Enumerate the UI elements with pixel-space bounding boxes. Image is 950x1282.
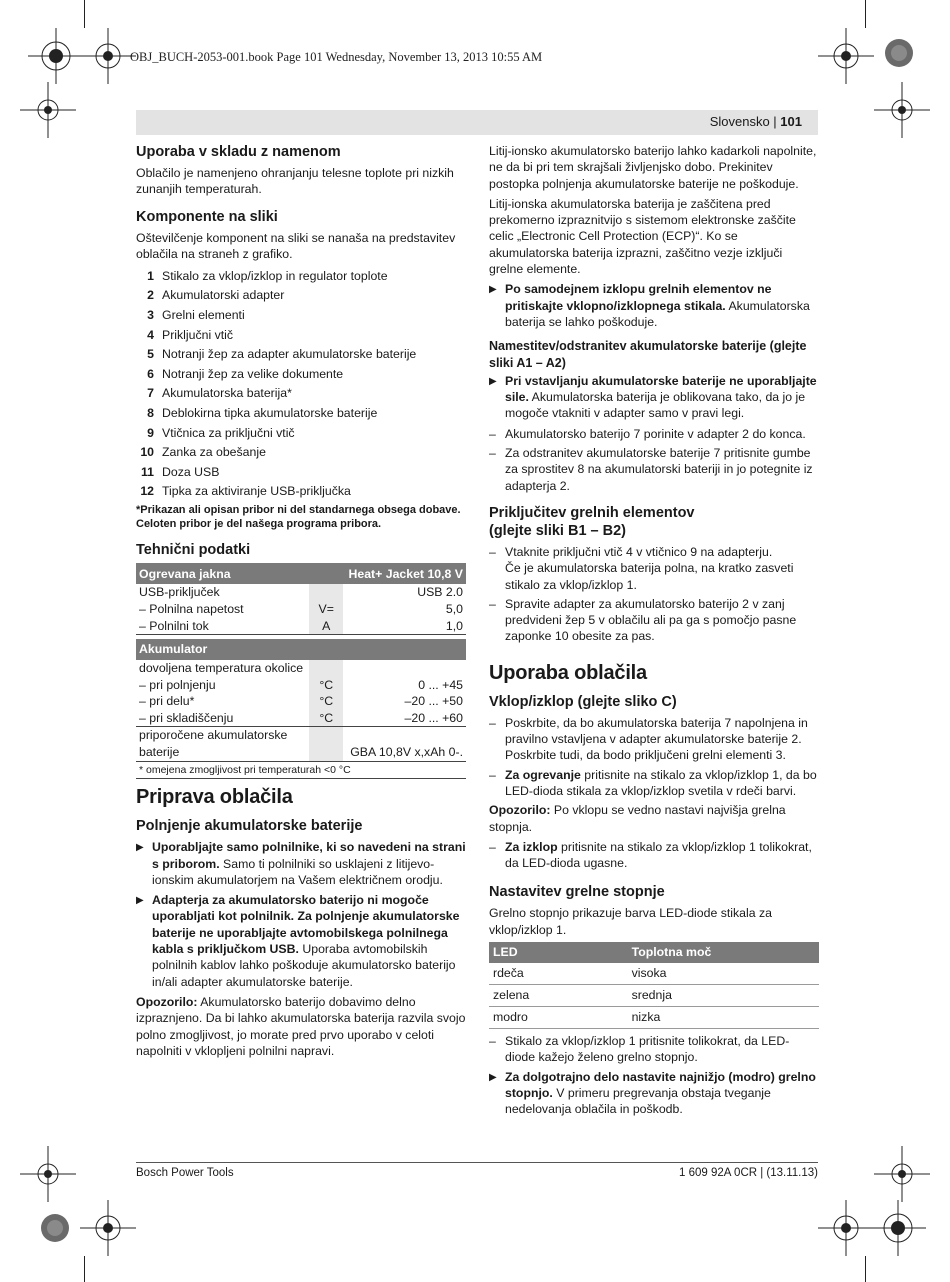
level-step-text: Stikalo za vklop/izklop 1 pritisnite tolikokrat, da LED-diode kažejo želeno grelno stopnjo.	[505, 1033, 790, 1065]
preparation-section	[136, 785, 466, 1059]
tech-store-unit: °C	[309, 710, 343, 727]
mount-step-2-text: Za odstranitev akumulatorske baterije 7 pritisnite gumbe za sprostitev 8 na akumulatorski bateriji in jo potegnite iz adapterja 2.	[505, 446, 813, 493]
mount-warning-bold: Pri vstavljanju akumulatorske baterije ne uporabljajte sile.	[505, 373, 817, 405]
charging-warning-1	[136, 839, 466, 888]
component-number: 1	[147, 268, 154, 283]
component-item	[136, 364, 466, 384]
tech-usb-label: USB-priključek	[139, 585, 220, 600]
charging-warning-2	[136, 892, 466, 990]
component-item	[136, 462, 466, 482]
tech-rec-empty	[343, 727, 466, 744]
tech-temp-unit	[309, 660, 343, 677]
components-footnote: *Prikazan ali opisan pribor ni del standarnega obsega dobave. Celoten pribor je del našega programa pribora.	[136, 504, 461, 531]
intended-use-title: Uporaba v skladu z namenom	[136, 144, 341, 160]
component-label: Notranji žep za velike dokumente	[162, 366, 344, 381]
component-label: Priključni vtič	[162, 327, 234, 342]
footer-rule	[136, 1162, 818, 1163]
registration-mark-left-lower	[20, 1146, 76, 1202]
tech-header-empty	[309, 563, 343, 584]
registration-mark-top-left-2	[80, 28, 136, 84]
component-item	[136, 443, 466, 463]
preparation-title: Priprava oblačila	[136, 786, 293, 809]
registration-mark-right-upper	[874, 82, 930, 138]
use-note-text: Po vklopu se vedno nastavi najvišja grelna stopnja.	[489, 803, 786, 834]
led-color: rdeča	[489, 963, 628, 985]
level-warning-bold: Za dolgotrajno delo nastavite najnižjo (modro) grelno stopnjo.	[505, 1069, 816, 1100]
heat-power: visoka	[628, 963, 819, 985]
power-col-header: Toplotna moč	[628, 942, 819, 963]
registration-mark-bottom-right-2	[870, 1200, 926, 1256]
footer-code: 1 609 92A 0CR | (13.11.13)	[679, 1167, 818, 1179]
level-section	[489, 883, 819, 1117]
component-item	[136, 325, 466, 345]
battery-warning	[489, 281, 819, 330]
tech-rec-label-2: baterije	[136, 744, 309, 761]
component-item	[136, 423, 466, 443]
led-table-row	[489, 963, 819, 985]
heat-power: srednja	[628, 984, 819, 1006]
led-table-body	[489, 963, 819, 1029]
charging-subtitle: Polnjenje akumulatorske baterije	[136, 818, 363, 835]
tech-store-label: – pri skladiščenju	[136, 710, 309, 727]
connect-step-1b-text: Če je akumulatorska baterija polna, na kratko zasveti stikalo za vklop/izklop 1.	[505, 561, 794, 592]
connect-step-2: – Spravite adapter za akumulatorsko baterijo 2 v zanj predvideni žep 5 v oblačilu ali pa ga s pomočjo pasne zaponke 10 obesite za pas.	[489, 596, 819, 645]
component-label: Akumulatorska baterija*	[162, 386, 292, 401]
component-item	[136, 482, 466, 502]
tech-data-section	[136, 541, 466, 779]
component-item	[136, 305, 466, 325]
tech-rec-unit	[309, 727, 343, 744]
component-label: Doza USB	[162, 464, 220, 479]
registration-mark-bottom-left	[80, 1200, 136, 1256]
mount-section	[489, 338, 819, 494]
tech-voltage-label: – Polnilna napetost	[139, 601, 244, 616]
battery-info-2: Litij-ionska akumulatorska baterija je zaščitena pred prekomerno izpraznitvijo s sistemom elektronske zaščite celic „Electronic Cell Protection (ECP)“. Ko se akumulatorska baterija izprazni, zaščitno vezje izključi grelne elemente.	[489, 196, 796, 277]
tech-voltage-unit: V=	[309, 601, 343, 618]
tech-current-label: – Polnilni tok	[136, 618, 309, 635]
battery-info-1: Litij-ionsko akumulatorsko baterijo lahko kadarkoli napolnite, ne da bi pri tem skrajšali življenjsko dobo. Prekinitev postopka polnjenja akumulatorske baterije ne poškoduje.	[489, 144, 817, 191]
header-separator: |	[769, 114, 781, 129]
connect-step-1-text: Vtaknite priključni vtič 4 v vtičnico 9 na adapterju.	[505, 544, 773, 559]
level-step: – Stikalo za vklop/izklop 1 pritisnite tolikokrat, da LED-diode kažejo želeno grelno stopnjo.	[489, 1033, 819, 1066]
tech-temp-value	[343, 660, 466, 677]
tech-usb-unit	[309, 584, 343, 601]
tech-store-value: –20 ... +60	[343, 710, 466, 727]
use-section	[489, 661, 819, 872]
use-note-bold: Opozorilo:	[489, 803, 551, 818]
triangle-bullet-icon: ▶	[136, 842, 144, 854]
triangle-bullet-icon: ▶	[489, 1071, 497, 1083]
led-col-header: LED	[489, 942, 628, 963]
charging-warning-2-text: Uporaba avtomobilskih polnilnih kablov lahko poškoduje akumulatorsko baterijo in/ali adapter akumulatorske baterije.	[152, 942, 456, 989]
registration-mark-left-upper	[20, 82, 76, 138]
tech-temp-label: dovoljena temperatura okolice	[139, 661, 304, 676]
mount-step-2: – Za odstranitev akumulatorske baterije 7 pritisnite gumbe za sprostitev 8 na akumulatorski bateriji in jo potegnite iz adapterja 2.	[489, 445, 819, 494]
charging-warning-2-bold: Adapterja za akumulatorsko baterijo ni mogoče uporabljati kot polnilnik. Za polnjenje akumulatorske baterije ne uporabljajte avtomobilskega polnilnega kabla s priključkom USB.	[152, 893, 460, 957]
tech-charge-label: – pri polnjenju	[139, 677, 216, 692]
use-note	[489, 802, 819, 835]
charging-warning-1-bold: Uporabljajte samo polnilnike, ki so navedeni na strani s priborom.	[152, 840, 466, 871]
component-label: Notranji žep za adapter akumulatorske baterije	[162, 347, 417, 362]
tech-rec-value: GBA 10,8V x,xAh 0-.	[343, 744, 466, 761]
mount-step-1-text: Akumulatorsko baterijo 7 porinite v adapter 2 do konca.	[505, 426, 806, 441]
crop-line-bottom-left-v	[84, 1256, 85, 1282]
left-column	[136, 143, 466, 1063]
registration-mark-bottom-right	[818, 1200, 874, 1256]
components-section	[136, 208, 466, 532]
tech-charge-unit: °C	[309, 677, 343, 694]
registration-mark-right-lower	[874, 1146, 930, 1202]
intended-use-section	[136, 143, 466, 198]
header-language: Slovensko	[709, 114, 770, 129]
intended-use-text: Oblačilo je namenjeno ohranjanju telesne toplote pri nizkih zunanjih temperaturah.	[136, 166, 454, 197]
charging-note	[136, 994, 466, 1059]
tech-rec-unit-2	[309, 744, 343, 761]
battery-warning-bold: Po samodejnem izklopu grelnih elementov ne pritiskajte vklopno/izklopnega stikala.	[505, 282, 772, 313]
crop-line-top-right-v	[865, 0, 866, 28]
mount-step-1: – Akumulatorsko baterijo 7 porinite v adapter 2 do konca.	[489, 426, 819, 442]
use-subtitle: Vklop/izklop (glejte sliko C)	[489, 693, 677, 710]
right-column	[489, 143, 819, 1121]
component-item	[136, 384, 466, 404]
tech-data-title: Tehnični podatki	[136, 542, 251, 559]
use-step-1: – Poskrbite, da bo akumulatorska baterija 7 napolnjena in pravilno vstavljena v adapter akumulatorske baterije 2. Poskrbite tudi, da bodo priključeni grelni elementi 3.	[489, 715, 819, 764]
tech-voltage-value: 5,0	[445, 601, 463, 616]
component-number: 5	[147, 347, 154, 362]
use-title: Uporaba oblačila	[489, 661, 647, 684]
level-warning	[489, 1069, 819, 1118]
component-label: Zanka za obešanje	[162, 445, 266, 460]
tech-note: * omejena zmogljivost pri temperaturah <0 °C	[136, 761, 466, 779]
components-intro: Oštevilčenje komponent na sliki se nanaša na predstavitev oblačila na straneh z grafiko.	[136, 230, 456, 261]
registration-mark-top-left	[28, 28, 84, 84]
connect-step-2-text: Spravite adapter za akumulatorsko baterijo 2 v zanj predvideni žep 5 v oblačilu ali pa ga s pomočjo pasne zaponke 10 obesite za pas.	[505, 596, 797, 644]
tech-header-battery: Akumulator	[136, 639, 466, 660]
heat-power: nizka	[628, 1006, 819, 1028]
component-number: 7	[147, 386, 154, 401]
triangle-bullet-icon: ▶	[136, 895, 144, 907]
component-number: 8	[147, 405, 154, 420]
led-table	[489, 942, 819, 1029]
page-number: 101	[780, 114, 802, 129]
tech-header-model: Heat+ Jacket 10,8 V	[343, 563, 466, 584]
triangle-bullet-icon: ▶	[489, 375, 497, 387]
crop-line-bottom-right-v	[865, 1256, 866, 1282]
level-warning-text: V primeru pregrevanja obstaja tveganje nedelovanja oblačila in poškodb.	[505, 1085, 771, 1117]
color-target-bottom-left	[40, 1213, 70, 1243]
mount-title: Namestitev/odstranitev akumulatorske baterije (glejte sliki A1 – A2)	[489, 339, 807, 370]
component-item	[136, 266, 466, 286]
component-item	[136, 345, 466, 365]
tech-data-table	[136, 563, 466, 779]
use-step-1-text: Poskrbite, da bo akumulatorska baterija 7 napolnjena in pravilno vstavljena v adapter akumulatorske baterije 2. Poskrbite tudi, da bodo priključeni grelni elementi 3.	[505, 715, 808, 763]
led-table-row	[489, 1006, 819, 1028]
connect-step-1: – Vtaknite priključni vtič 4 v vtičnico 9 na adapterju. Če je akumulatorska baterija polna, na kratko zasveti stikalo za vklop/izklop 1.	[489, 544, 794, 592]
tech-work-unit: °C	[309, 693, 343, 710]
component-label: Akumulatorski adapter	[162, 288, 285, 303]
use-step-2: – Za ogrevanje pritisnite na stikalo za vklop/izklop 1, da bo LED-dioda stikala za vklop/izklop svetila v rdeči barvi.	[489, 767, 817, 798]
connect-section	[489, 504, 819, 645]
charging-note-text: Akumulatorsko baterijo dobavimo delno izpraznjeno. Da bi lahko akumulatorska baterija razvila svojo polno zmogljivost, jo morate pred prvo uporabo v celoti napolniti v vklopljeni polnilni napravi.	[136, 994, 466, 1058]
tech-current-value: 1,0	[343, 618, 466, 635]
use-step-3: – Za izklop pritisnite na stikalo za vklop/izklop 1 tolikokrat, da LED-dioda ugasne.	[489, 839, 812, 871]
charging-warning-1-text: Samo ti polnilniki so usklajeni z litijevo-ionskim akumulatorjem na Vašem električnem orodju.	[152, 856, 443, 887]
component-item	[136, 403, 466, 423]
use-step-3-text: pritisnite na stikalo za vklop/izklop 1 tolikokrat, da LED-dioda ugasne.	[505, 839, 812, 871]
component-number: 6	[147, 366, 154, 381]
component-number: 9	[147, 425, 154, 440]
component-number: 4	[147, 327, 154, 342]
running-header	[136, 110, 818, 135]
book-file-header: OBJ_BUCH-2053-001.book Page 101 Wednesday, November 13, 2013 10:55 AM	[130, 50, 543, 64]
use-step-2-text: pritisnite na stikalo za vklop/izklop 1, da bo LED-dioda stikala za vklop/izklop svetila v rdeči barvi.	[505, 767, 817, 798]
component-label: Deblokirna tipka akumulatorske baterije	[162, 405, 378, 420]
component-label: Grelni elementi	[162, 308, 245, 323]
mount-warning-text: Akumulatorska baterija je oblikovana tako, da jo je mogoče vtakniti v adapter samo v pravi legi.	[505, 390, 806, 421]
color-target-top-right	[884, 38, 914, 68]
charging-note-bold: Opozorilo:	[136, 994, 198, 1009]
components-title: Komponente na sliki	[136, 208, 278, 225]
led-table-row	[489, 984, 819, 1006]
component-number: 10	[140, 445, 154, 460]
registration-mark-top-right	[818, 28, 874, 84]
component-number: 2	[147, 288, 154, 303]
use-step-2-bold: Za ogrevanje	[505, 767, 581, 782]
tech-work-label: – pri delu*	[139, 694, 195, 709]
mount-warning	[489, 373, 819, 422]
tech-charge-value: 0 ... +45	[418, 677, 463, 692]
component-number: 3	[147, 308, 154, 323]
level-title: Nastavitev grelne stopnje	[489, 884, 665, 901]
component-label: Stikalo za vklop/izklop in regulator toplote	[162, 268, 388, 283]
running-header-text	[710, 114, 802, 129]
components-list	[136, 266, 466, 501]
triangle-bullet-icon: ▶	[489, 284, 497, 296]
level-text: Grelno stopnjo prikazuje barva LED-diode stikala za vklop/izklop 1.	[489, 906, 772, 937]
footer-brand: Bosch Power Tools	[136, 1167, 234, 1179]
component-label: Vtičnica za priključni vtič	[162, 425, 295, 440]
tech-current-unit: A	[309, 618, 343, 635]
use-step-3-bold: Za izklop	[505, 839, 558, 854]
tech-rec-label-1: priporočene akumulatorske	[139, 728, 288, 743]
battery-warning-text: Akumulatorska baterija se lahko poškoduje.	[505, 298, 810, 329]
led-color: modro	[489, 1006, 628, 1028]
component-number: 12	[140, 484, 154, 499]
tech-work-value: –20 ... +50	[404, 694, 463, 709]
component-label: Tipka za aktiviranje USB-priključka	[162, 484, 351, 499]
component-item	[136, 286, 466, 306]
tech-usb-value: USB 2.0	[417, 585, 463, 600]
component-number: 11	[141, 464, 154, 479]
tech-header-product: Ogrevana jakna	[136, 563, 309, 584]
led-color: zelena	[489, 984, 628, 1006]
crop-line-top-left-v	[84, 0, 85, 28]
connect-title: Priključitev grelnih elementov (glejte sliki B1 – B2)	[489, 504, 695, 539]
